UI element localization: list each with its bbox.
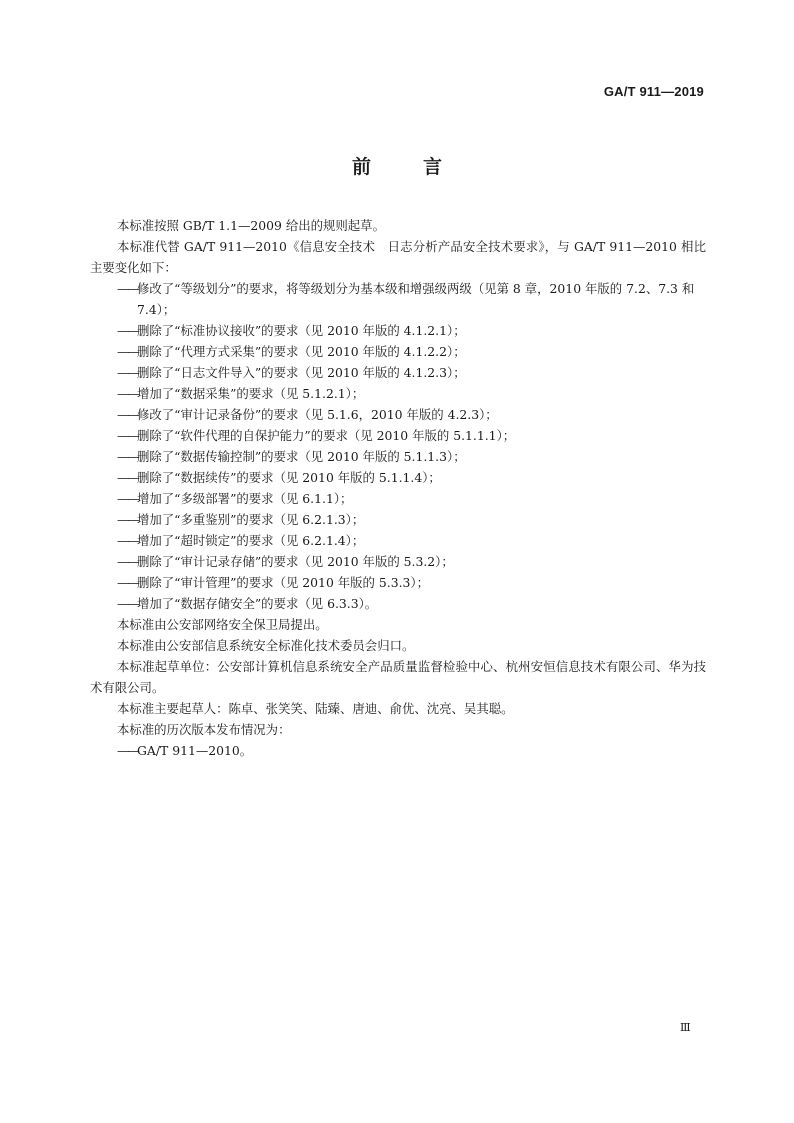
list-item: —— GA/T 911—2010。: [117, 743, 253, 758]
list-item: —— 增加了“数据存储安全”的要求（见 6.3.3）。: [117, 596, 378, 611]
paragraph-proposed-by: 本标准由公安部网络安全保卫局提出。: [117, 617, 328, 632]
standard-code: GA/T 911—2019: [603, 84, 704, 99]
paragraph-history-intro: 本标准的历次版本发布情况为：: [117, 722, 291, 737]
list-item: —— 删除了“代理方式采集”的要求（见 2010 年版的 4.1.2.2）；: [117, 344, 466, 359]
changes-list: [90, 278, 706, 614]
list-item: —— 增加了“多重鉴别”的要求（见 6.2.1.3）；: [117, 512, 365, 527]
list-item: —— 修改了“等级划分”的要求，将等级划分为基本级和增强级两级（见第 8 章，2010 年版的 7.2、7.3 和 7.4）；: [117, 281, 695, 317]
paragraph-replaces: 本标准代替 GA/T 911—2010《信息安全技术 日志分析产品安全技术要求》，与 GA/T 911—2010 相比主要变化如下：: [90, 239, 706, 275]
list-item: —— 增加了“数据采集”的要求（见 5.1.2.1）；: [117, 386, 365, 401]
history-list: [90, 740, 706, 761]
paragraph-drafting-rules: 本标准按照 GB/T 1.1—2009 给出的规则起草。: [117, 218, 385, 233]
list-item: —— 增加了“超时锁定”的要求（见 6.2.1.4）；: [117, 533, 365, 548]
list-item: —— 删除了“数据传输控制”的要求（见 2010 年版的 5.1.1.3）；: [117, 449, 466, 464]
list-item: —— 删除了“标准协议接收”的要求（见 2010 年版的 4.1.2.1）；: [117, 323, 466, 338]
list-item: —— 删除了“数据续传”的要求（见 2010 年版的 5.1.1.4）；: [117, 470, 441, 485]
title-char-1: 前: [351, 156, 371, 178]
page-number: Ⅲ: [680, 1021, 691, 1034]
list-item: —— 删除了“审计记录存储”的要求（见 2010 年版的 5.3.2）；: [117, 554, 454, 569]
list-item: —— 删除了“软件代理的自保护能力”的要求（见 2010 年版的 5.1.1.1）；: [117, 428, 516, 443]
list-item: —— 删除了“日志文件导入”的要求（见 2010 年版的 4.1.2.3）；: [117, 365, 466, 380]
paragraph-drafters: 本标准主要起草人：陈卓、张笑笑、陆臻、唐迪、俞优、沈亮、吴其聪。: [117, 701, 514, 716]
list-item: —— 删除了“审计管理”的要求（见 2010 年版的 5.3.3）；: [117, 575, 429, 590]
paragraph-drafting-units: 本标准起草单位：公安部计算机信息系统安全产品质量监督检验中心、杭州安恒信息技术有限公司、华为技术有限公司。: [90, 659, 706, 695]
list-item: —— 增加了“多级部署”的要求（见 6.1.1）；: [117, 491, 353, 506]
paragraph-administered-by: 本标准由公安部信息系统安全标准化技术委员会归口。: [117, 638, 415, 653]
page-title: [0, 152, 794, 179]
foreword-body: [90, 215, 706, 761]
list-item: —— 修改了“审计记录备份”的要求（见 5.1.6，2010 年版的 4.2.3）；: [117, 407, 498, 422]
title-char-2: 言: [423, 156, 443, 178]
